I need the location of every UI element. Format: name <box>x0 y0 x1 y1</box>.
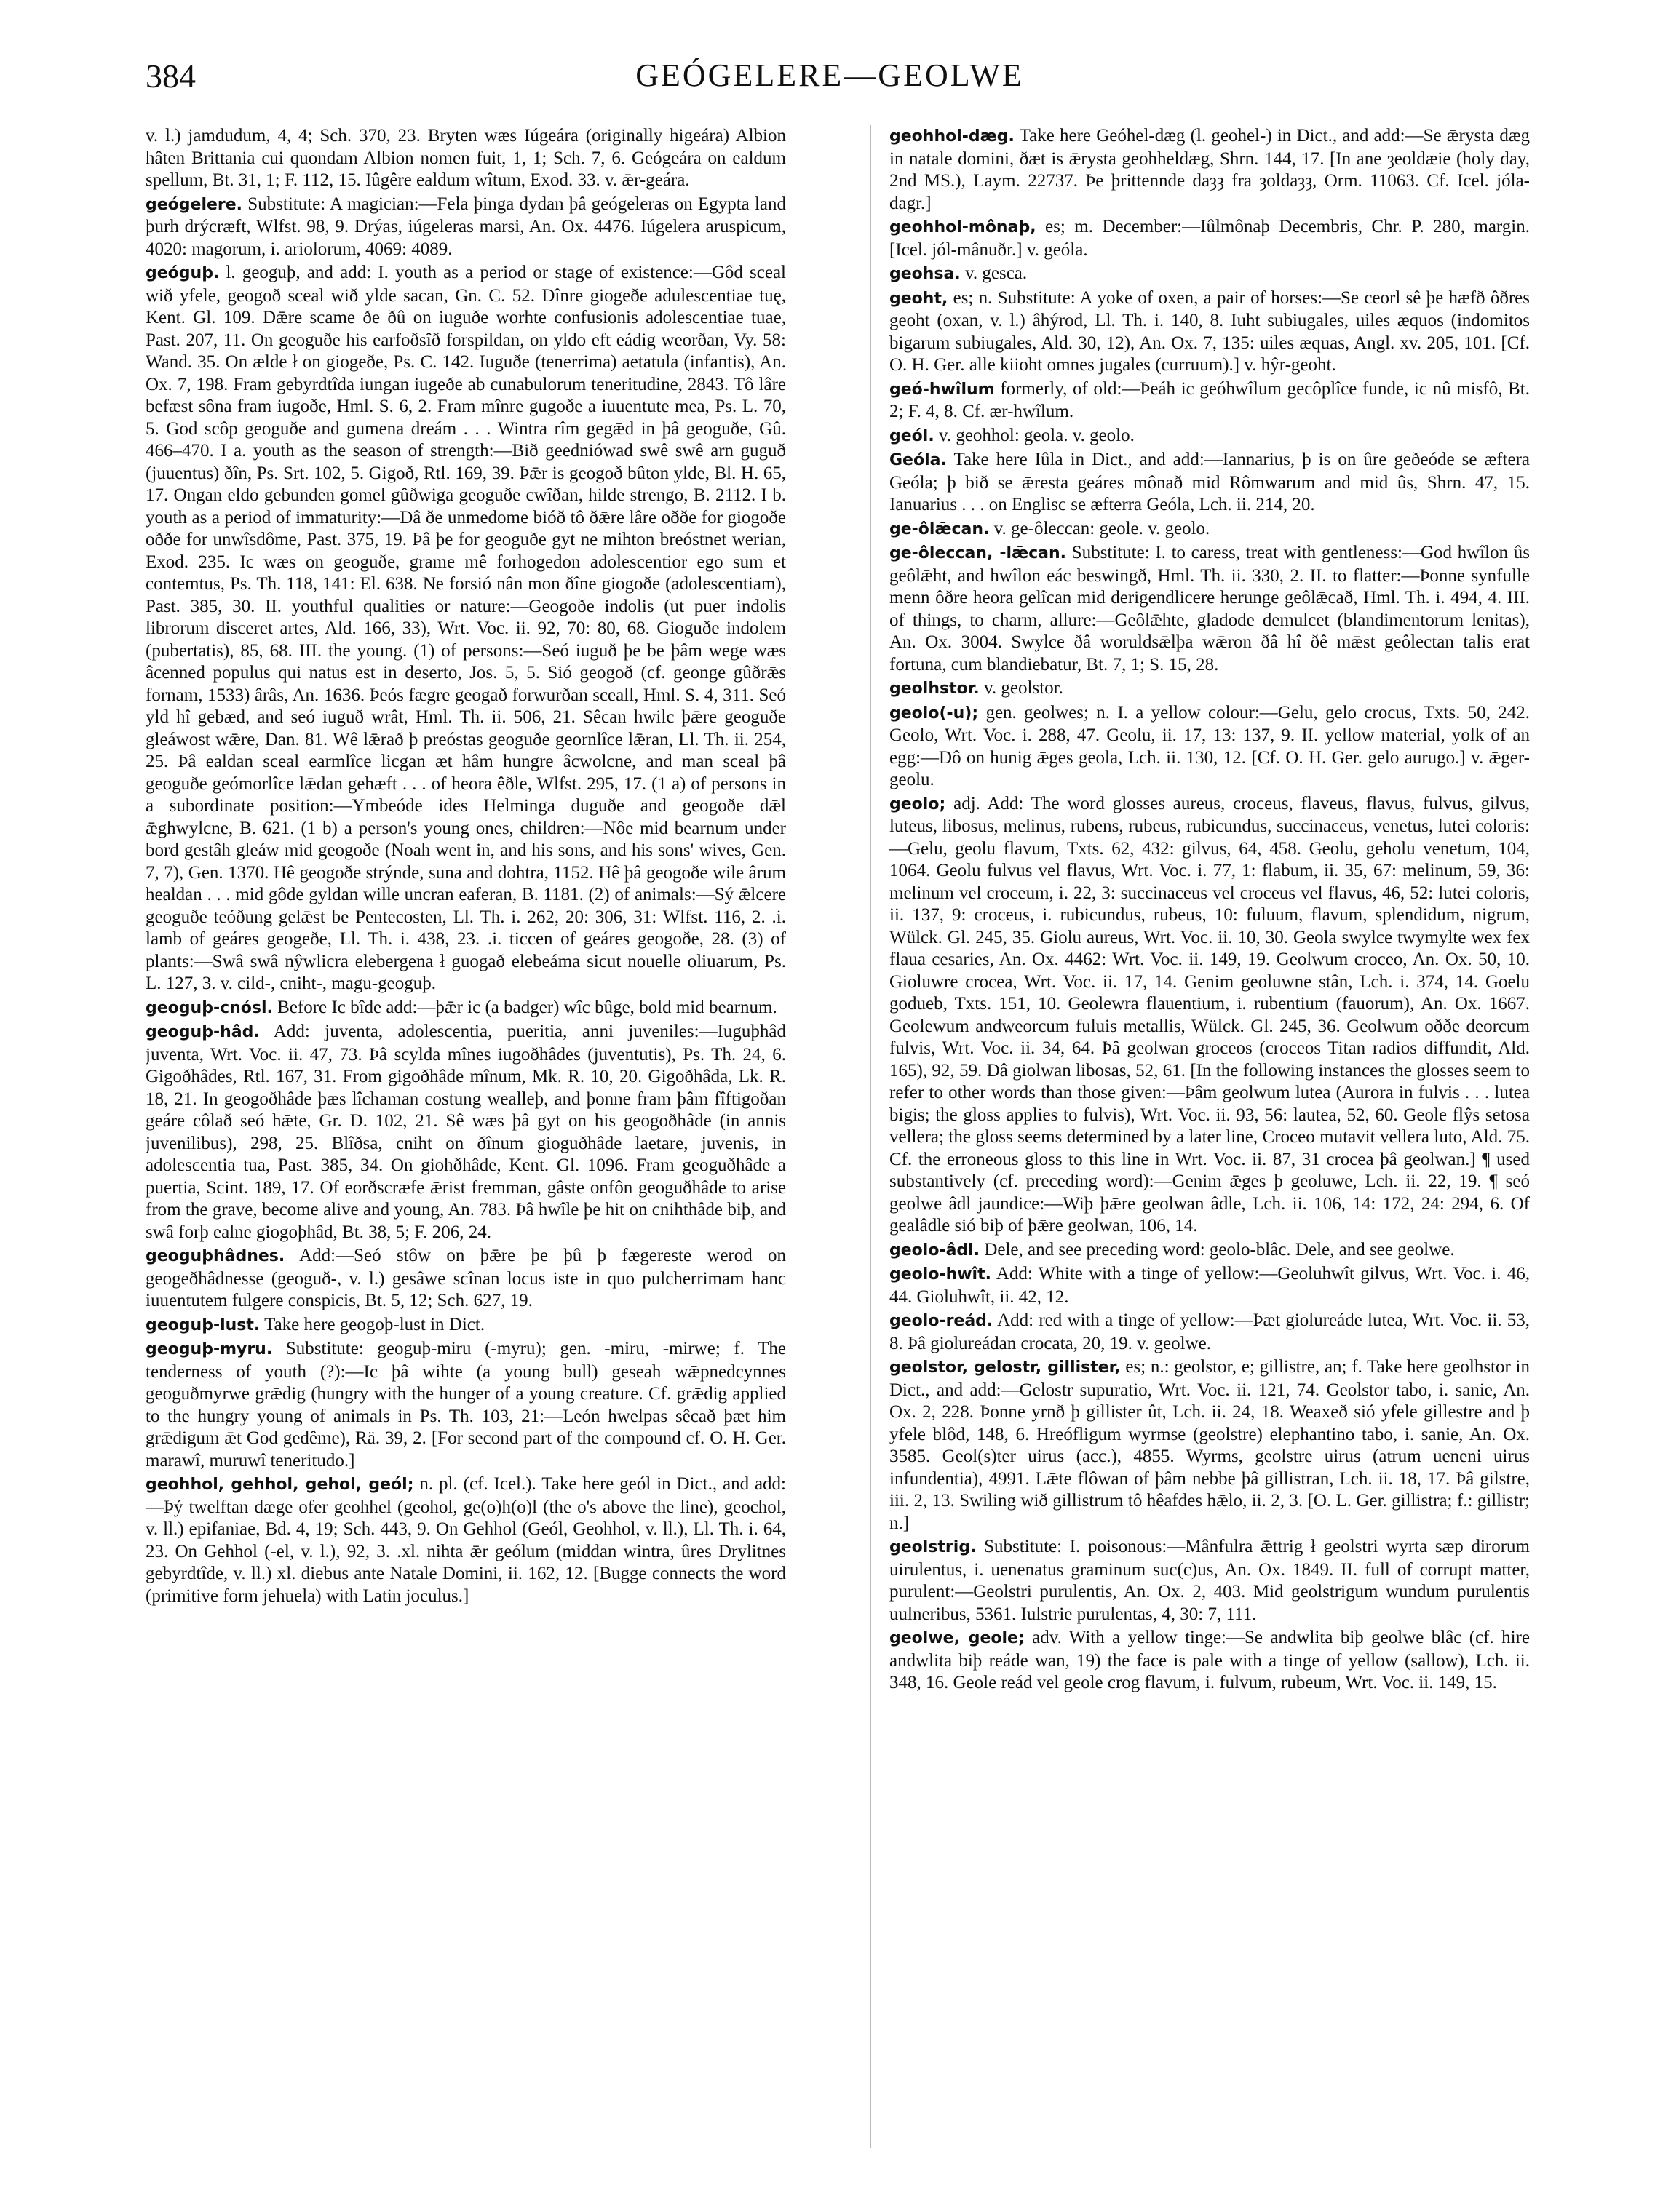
entry-headword: geolwe, geole; <box>889 1629 1025 1647</box>
dictionary-entry <box>146 194 786 261</box>
left-column <box>146 125 786 2163</box>
dictionary-entry <box>889 1356 1530 1535</box>
entry-text: Substitute: geoguþ-miru (-myru); gen. -miru, -mirwe; f. The tenderness of youth (?):—Ic þâ wihte (a young bull) geseah wǣpnedcynnes geoguðmyrwe grǣdig (hungry with the hunger of a young creature. Cf. grǣdig applied to the hungry young of animals in Ps. Th. 103, 21:—León hwelpas sêcað þæt him grǣdigum ǣt God gedême), Rä. 39, 2. [For second part of the compound cf. O. H. Ger. marawî, muruwî teneritudo.] <box>146 1339 786 1471</box>
entry-text: adv. With a yellow tinge:—Se andwlita biþ geolwe blâc (cf. hire andwlita biþ reáde wan, 19) the face is pale with a tinge of yellow (sallow), Lch. ii. 348, 16. Geole reád vel geole crog flavum, i. fulvum, rubeum, Wrt. Voc. ii. 149, 15. <box>889 1628 1530 1692</box>
column-divider <box>870 125 871 2148</box>
entry-headword: geoguþ-myru. <box>146 1340 273 1358</box>
entry-text: es; n. Substitute: A yoke of oxen, a pair of horses:—Se ceorl sê þe hæfð ôðres geoht (oxan, v. l.) âhýrod, Ll. Th. i. 140, 8. Iuht subiugales, uiles æquos (indomitos bigarum subiugales, Ald. 30, 12), An. Ox. 7, 135: uiles æquas, Angl. xv. 205, 101. [Cf. O. H. Ger. alle kiioht omnes jugales (curruum).] v. hŷr-geoht. <box>889 287 1530 375</box>
entry-headword: geógelere. <box>146 195 243 214</box>
entry-headword: geoht, <box>889 289 948 308</box>
entry-text: v. l.) jamdudum, 4, 4; Sch. 370, 23. Bryten wæs Iúgeára (originally higeára) Albion hâten Brittania cui quondam Albion nomen fuit, 1, 1; Sch. 7, 6. Geógeára on ealdum spellum, Bt. 31, 1; F. 112, 15. Iûgêre ealdum wîtum, Exod. 33. v. ǣr-geára. <box>146 126 786 190</box>
dictionary-entry <box>889 449 1530 517</box>
entry-text: n. pl. (cf. Icel.). Take here geól in Dict., and add:—Þý twelftan dæge ofer geohhel (geohol, ge(o)h(o)l (the o's above the line), geochol, v. ll.) epifaniae, Bd. 4, 19; Sch. 443, 9. On Gehhol (Geól, Geohhol, v. ll.), Ll. Th. i. 64, 23. On Gehhol (-el, v. l.), 92, 3. .xl. nihta ǣr geólum (middan wintra, ûres Drylitnes gebyrdtîde, v. ll.) xl. diebus ante Natale Domini, ii. 162, 12. [Bugge connects the word (primitive form jehuela) with Latin joculus.] <box>146 1474 786 1606</box>
entry-text: adj. Add: The word glosses aureus, croceus, flaveus, flavus, fulvus, gilvus, luteus, libosus, melinus, rubens, rubeus, rubicundus, succinaceus, venetus, lutei coloris:—Gelu, geolu flavum, Txts. 62, 432: gilvus, 64, 458. Geolu, geholu venetum, 104, 1064. Geolu fulvus vel flavus, Wrt. Voc. i. 77, 1: flabum, ii. 35, 67: melinum, 59, 36: melinum vel croceum, i. 22, 3: succinaceus vel croceus vel flavus, 46, 52: lutei coloris, ii. 137, 9: croceus, i. rubicundus, rubeus, 10: fuluum, flavum, splendidum, nigrum, Wülck. Gl. 245, 35. Giolu aureus, Wrt. Voc. ii. 10, 30. Geola swylce twymylte wex fex flaua cesaries, An. Ox. 4462: Wrt. Voc. ii. 149, 19. Geolwum croceo, An. Ox. 50, 10. Gioluwre crocea, Wrt. Voc. ii. 17, 14. Genim geoluwne stân, Lch. i. 374, 14. Goelu godueb, Txts. 151, 10. Geolewra flauentium, i. rubentium (fauorum), An. Ox. 1667. Geolewum andweorcum fuluis metallis, Wülck. Gl. 245, 36. Geolwum oððe deorcum fulvis, Wrt. Voc. ii. 34, 64. Þâ geolwan groceos (croceos Titan radios diffundit, Ald. 165), 92, 59. Ðâ giolwan libosas, 52, 61. [In the following instances the glosses seem to refer to other words than those given:—Þâm geolwum lutea (Aurora in fulvis . . . lutea bigis; the gloss applies to fulvis), Wrt. Voc. ii. 93, 56: lautea, 52, 60. Geole flŷs setosa vellera; the gloss seems determined by a later line, Croceo mutavit vellera luto, Ald. 75. Cf. the erroneous gloss to this line in Wrt. Voc. ii. 87, 31 crocea þâ geolwan.] ¶ used substantively (cf. preceding word):—Genim ǣges þ geoluwe, Lch. ii. 22, 19. ¶ seó geolwe âdl jaundice:—Wiþ þǣre geolwan âdle, Lch. ii. 106, 14: 172, 24: 294, 6. Of gealâdle sió biþ of þǣre geolwan, 106, 14. <box>889 793 1530 1236</box>
entry-headword: geoguþ-lust. <box>146 1316 261 1334</box>
entry-headword: ge-ôlǣcan. <box>889 520 990 538</box>
right-column <box>889 125 1530 2163</box>
dictionary-entry <box>889 1310 1530 1355</box>
page-number: 384 <box>146 57 196 95</box>
dictionary-entry <box>889 1263 1530 1308</box>
entry-text: v. gesca. <box>965 263 1028 283</box>
dictionary-entry <box>146 1021 786 1244</box>
entry-text: Take here Geóhel-dæg (l. geohel-) in Dict., and add:—Se ǣrysta dæg in natale domini, ðæt is ǣrysta geohheldæg, Shrn. 144, 17. [In ane ȝeoldæie (holy day, 2nd MS.), Laym. 22737. Þe þrittennde daȝȝ fra ȝoldaȝȝ, Orm. 11063. Cf. Icel. jóla-dagr.] <box>889 126 1530 213</box>
entry-text: v. ge-ôleccan: geole. v. geolo. <box>993 518 1210 538</box>
entry-text: Add: red with a tinge of yellow:—Þæt giolureáde lutea, Wrt. Voc. ii. 53, 8. Þâ giolureádan crocata, 20, 19. v. geolwe. <box>889 1310 1530 1353</box>
dictionary-entry <box>889 287 1530 377</box>
entry-headword: geohhol-mônaþ, <box>889 218 1036 236</box>
dictionary-entry <box>146 1245 786 1313</box>
entry-text: formerly, of old:—Þeáh ic geóhwîlum gecôplîce funde, ic nû misfô, Bt. 2; F. 4, 8. Cf. ær-hwîlum. <box>889 378 1530 421</box>
running-head: GEÓGELERE—GEOLWE <box>635 57 1024 93</box>
entry-headword: geoguþ-cnósl. <box>146 998 273 1017</box>
dictionary-entry <box>889 1239 1530 1262</box>
dictionary-entry <box>889 793 1530 1238</box>
entry-headword: geolo-reád. <box>889 1312 993 1330</box>
dictionary-entry <box>146 1473 786 1607</box>
dictionary-entry <box>889 125 1530 215</box>
entry-headword: geohhol-dæg. <box>889 127 1015 146</box>
entry-headword: geolhstor. <box>889 680 980 698</box>
entry-headword: ge-ôleccan, -lǣcan. <box>889 544 1067 562</box>
dictionary-entry <box>889 216 1530 261</box>
entry-text: es; n.: geolstor, e; gillistre, an; f. Take here geolhstor in Dict., and add:—Gelostr supuratio, Wrt. Voc. ii. 121, 74. Geolstor tabo, i. sanie, An. Ox. 2, 228. Þonne yrnð þ gillister ût, Lch. ii. 24, 18. Weaxeð sió yfele gillestre and þ yfele blôd, 148, 6. Hreófligum wyrmse (geolstre) elephantino tabo, i. sanie, An. Ox. 3585. Geol(s)ter uirus (acc.), 4855. Wyrms, geolstre uirus (atrum ueneni uirus infundentia), 4991. Lǣte flôwan of þâm nebbe þâ gillistran, Lch. ii. 18, 17. Þâ gilstre, iii. 2, 13. Swiling wið gillistrum tô hêafdes hǣlo, ii. 2, 3. [O. L. Ger. gillistra; f.: gillistr; n.] <box>889 1357 1530 1533</box>
entry-headword: geolo(-u); <box>889 704 979 723</box>
dictionary-entry <box>889 542 1530 676</box>
entry-text: Take here Iûla in Dict., and add:—Iannarius, þ is on ûre geðeóde se æftera Geóla; þ bið se ǣresta geáres mônað mid Rômwarum and mid ûs, Shrn. 47, 15. Ianuarius . . . on Englisc se æfterra Geóla, Lch. ii. 214, 20. <box>889 450 1530 514</box>
entry-headword: geoguþ-hâd. <box>146 1023 260 1041</box>
entry-headword: geolstor, gelostr, gillister, <box>889 1358 1121 1377</box>
entry-headword: geóguþ. <box>146 264 220 282</box>
dictionary-entry <box>146 262 786 995</box>
dictionary-entry <box>146 997 786 1020</box>
dictionary-entry <box>889 1627 1530 1695</box>
dictionary-entry <box>889 263 1530 286</box>
entry-headword: geohsa. <box>889 265 961 283</box>
entry-headword: geól. <box>889 426 934 445</box>
entry-text: Dele, and see preceding word: geolo-blâc. Dele, and see geolwe. <box>984 1239 1455 1260</box>
entry-text: v. geohhol: geola. v. geolo. <box>938 425 1135 445</box>
entry-headword: geolstrig. <box>889 1538 977 1556</box>
entry-headword: Geóla. <box>889 451 947 469</box>
entry-text: v. geolstor. <box>984 678 1063 698</box>
dictionary-entry <box>889 518 1530 541</box>
entry-text: es; m. December:—Iûlmônaþ Decembris, Chr. P. 280, margin. [Icel. jól-mânuðr.] v. geóla. <box>889 217 1530 260</box>
entry-text: Add: White with a tinge of yellow:—Geoluhwît gilvus, Wrt. Voc. i. 46, 44. Gioluhwît, ii. 42, 12. <box>889 1264 1530 1307</box>
entry-text: l. geoguþ, and add: I. youth as a period or stage of existence:—Gôd sceal wið yfele, geogoð sceal wið ylde sacan, Gn. C. 52. Ðînre giogeðe adulescentiae tuę, Kent. Gl. 109. Ðǣre scame ðe ðû on iuguðe worhte confusionis adolescentiae tuae, Past. 207, 11. On geoguðe his earfoðsîð forspildan, on yldo eft eádig weorðan, Vy. 58: Wand. 35. On ælde ł on giogeðe, Ps. C. 142. Iuguðe (tenerrima) aetatula (infantis), An. Ox. 7, 198. Fram gebyrdtîda iungan iugeðe ab cunabulorum teneritudine, 2843. Tô lâre befæst sôna fram iugoðe, Hml. S. 6, 2. Fram mînre gugoðe a iuuentute mea, Ps. L. 70, 5. God scôp geoguðe and gumena dreám . . . Wintra rîm gegǣd in þâ geoguðe, Gû. 466–470. I a. youth as the season of strength:—Bið geedniówad swê swê arn guguð (juuentus) ðîn, Ps. Srt. 102, 5. Gigoð, Rtl. 169, 39. Þǣr is geogoð bûton ylde, Bl. H. 65, 17. Ongan eldo gebunden gomel gûðwiga geoguðe cwîðan, hilde strengo, B. 2112. I b. youth as a period of immaturity:—Ðâ ðe unmedome bióð tô ðǣre lâre oððe for giogoðe oððe for unwîsdôme, Past. 375, 19. Þâ þe for geoguðe gyt ne mihton breóstnet werian, Exod. 235. Ic wæs on geoguðe, grame mê forhogedon adolescentior ego sum et contemtus, Ps. Th. 118, 141: El. 638. Ne forsió nân mon ðîne giogoðe (adolescentiam), Past. 385, 30. II. youthful qualities or nature:—Geogoðe indolis (ut puer indolis librorum disceret artes, Ald. 166, 33), Wrt. Voc. ii. 92, 70: 80, 68. Gioguðe indolem (pubertatis), 85, 68. III. the young. (1) of persons:—Seó iuguð þe be þâm wege wæs âcenned populus qui natus est in deserto, Jos. 5, 5. Sió geogoð (cf. geonge gûðrǣs fornam, 1533) ârâs, An. 1636. Þeós fægre geogað forwurðan sceall, Hml. S. 4, 311. Seó yld hî gebæd, and seó iuguð wrât, Hml. Th. ii. 506, 21. Sêcan hwilc þǣre geoguðe gleáwost wǣre, Dan. 81. Wê lǣrað þ preóstas geoguðe geornlîce lǣran, Ll. Th. ii. 254, 25. Þâ ealdan sceal earmlîce licgan æt hâm hungre âcwolcne, and man sceal þâ geoguðe geómorlîce lǣdan gehæft . . . of heora êðle, Wlfst. 295, 17. (1 a) of persons in a subordinate position:—Ymbeóde ides Helminga duguðe and geogoðe dǣl ǣghwylcne, B. 621. (1 b) a person's young ones, children:—Nôe mid bearnum under bord gestâh gleáw mid geogoðe (Noah went in, and his sons, and his sons' wives, Gen. 7, 7), Gen. 1370. Hê geogoðe strýnde, suna and dohtra, 1152. Hê þâ geogoðe wile ârum healdan . . . mid gôde gyldan wille uncran eaferan, B. 1181. (2) of animals:—Sý ǣlcere geoguðe teóðung gelǣst be Pentecosten, Ll. Th. i. 262, 20: 306, 31: Wlfst. 116, 2. .i. lamb of geáres geogeðe, Ll. Th. i. 438, 23. .i. ticcen of geáres geogoðe, 28. (3) of plants:—Swâ swâ nŷwlicra elebergena ł guogað elebeáma sicut nouelle oliuarum, Ps. L. 127, 3. v. cild-, cniht-, magu-geoguþ. <box>146 263 786 993</box>
dictionary-entry <box>146 125 786 192</box>
entry-text: Substitute: A magician:—Fela þinga dydan þâ geógeleras on Egypta land þurh drýcræft, Wlfst. 98, 9. Drýas, iúgeleras marsi, An. Ox. 4476. Iúgelera aruspicum, 4020: magorum, i. ariolorum, 4069: 4089. <box>146 194 786 259</box>
entry-text: Add: juventa, adolescentia, pueritia, anni juveniles:—Iuguþhâd juventa, Wrt. Voc. ii. 47, 73. Þâ scylda mînes iugoðhâdes (juventutis), Ps. Th. 24, 6. Gigoðhâdes, Rtl. 167, 31. From gigoðhâde mînum, Mk. R. 10, 20. Gigoðhâda, Lk. R. 18, 21. In geogoðhâde þæs lîchaman costung wealleþ, and þonne fram þâm fîftigoðan geáre côlað seó hǣte, Gr. D. 102, 21. Sê wæs þâ gyt on his geogoðhâde (in annis juvenilibus), 298, 25. Blîðsa, cniht on ðînum gioguðhâde laetare, juvenis, in adolescentia tua, Past. 385, 34. On giohðhâde, Kent. Gl. 1096. Fram geoguðhâde a puertia, Scint. 189, 17. Of eorðscræfe ǣrist fremman, gâste onfôn geoguðhâde to arise from the grave, become alive and young, An. 783. Þâ hwîle þe hit on cnihthâde biþ, and swâ forþ ealne giogoþhâd, Bt. 38, 5; F. 206, 24. <box>146 1022 786 1242</box>
entry-text: Before Ic bîde add:—þǣr ic (a badger) wîc bûge, bold mid bearnum. <box>277 997 777 1017</box>
dictionary-entry <box>889 1536 1530 1626</box>
entry-headword: geolo-hwît. <box>889 1265 991 1284</box>
entry-headword: geó-hwîlum <box>889 380 995 399</box>
page-header <box>146 57 1514 115</box>
entry-text: Substitute: I. to caress, treat with gentleness:—God hwîlon ûs geôlǣht, and hwîlon eác beswingð, Hml. Th. ii. 330, 2. II. to flatter:—Þonne synfulle menn ôðre heora gelîcan mid derigendlicere herunge geôlǣcað, Hml. Th. i. 494, 4. III. of things, to charm, allure:—Geôlǣhte, gladode demulcet (blandimentorum lenitas), An. Ox. 3004. Swylce ðâ woruldsǣlþa wǣron ðâ hî ðê mǣst geôlectan talis erat fortuna, cum blandiebatur, Bt. 7, 1; S. 15, 28. <box>889 543 1530 675</box>
entry-headword: geolo-âdl. <box>889 1241 980 1260</box>
dictionary-entry <box>146 1314 786 1337</box>
dictionary-entry <box>146 1338 786 1472</box>
entry-text: Take here geogoþ-lust in Dict. <box>264 1314 485 1334</box>
entry-text: Add:—Seó stôw on þǣre þe þû þ fægereste werod on geogeðhâdnesse (geoguð-, v. l.) gesâwe scînan locus iste in quo pulcherrimam hanc iuuentutem fulgere conspicis, Bt. 5, 12; Sch. 627, 19. <box>146 1246 786 1310</box>
entry-headword: geolo; <box>889 795 946 813</box>
entry-headword: geoguþhâdnes. <box>146 1247 285 1265</box>
dictionary-entry <box>889 378 1530 423</box>
dictionary-entry <box>889 677 1530 701</box>
entry-headword: geohhol, gehhol, gehol, geól; <box>146 1476 414 1494</box>
dictionary-entry <box>889 702 1530 792</box>
entry-text: gen. geolwes; n. I. a yellow colour:—Gelu, gelo crocus, Txts. 50, 242. Geolo, Wrt. Voc. i. 288, 47. Geolu, ii. 17, 13: 137, 9. II. yellow material, yolk of an egg:—Dô on hunig ǣges geola, Lch. ii. 130, 12. [Cf. O. H. Ger. gelo aurugo.] v. ǣger-geolu. <box>889 702 1530 789</box>
entry-text: Substitute: I. poisonous:—Mânfulra ǣttrig ł geolstri wyrta sæp dirorum uirulentus, i. uenenatus graminum suc(c)us, An. Ox. 1849. II. full of corrupt matter, purulent:—Geolstri purulentis, An. Ox. 2, 403. Mid geolstrigum wundum purulentis uulneribus, 5361. Iulstrie purulentas, 4, 30: 7, 111. <box>889 1537 1530 1624</box>
dictionary-entry <box>889 425 1530 448</box>
